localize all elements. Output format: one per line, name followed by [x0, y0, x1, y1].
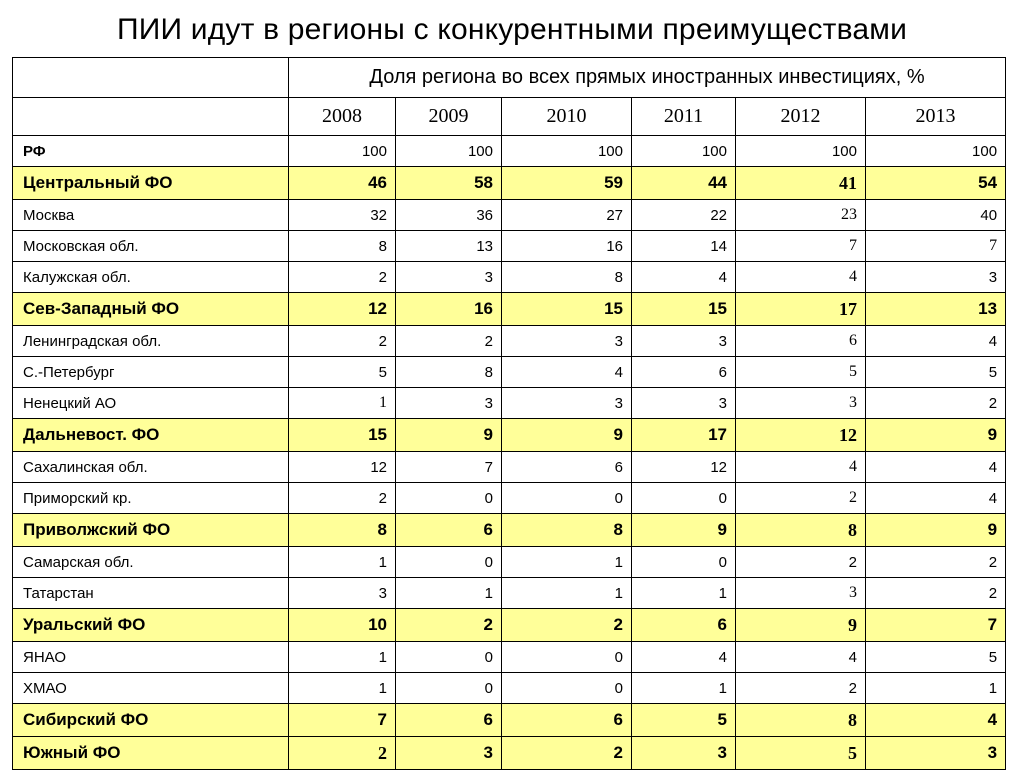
value-cell-2009: 2: [396, 326, 502, 357]
table-row: [13, 737, 1006, 770]
value-cell-2011: 17: [632, 419, 736, 452]
value-cell-2009: 1: [396, 578, 502, 609]
region-name-cell: Уральский ФО: [13, 609, 289, 642]
value-cell-2008: 2: [289, 737, 396, 770]
value-cell-2009: 3: [396, 262, 502, 293]
table-body: [13, 58, 1006, 770]
value-cell-2012: 4: [736, 452, 866, 483]
value-cell-2009: 9: [396, 419, 502, 452]
value-cell-2013: 54: [866, 167, 1006, 200]
value-cell-2011: 9: [632, 514, 736, 547]
value-cell-2009: 3: [396, 388, 502, 419]
region-name-cell: РФ: [13, 136, 289, 167]
value-cell-2011: 100: [632, 136, 736, 167]
value-cell-2012: 5: [736, 357, 866, 388]
value-cell-2010: 16: [502, 231, 632, 262]
value-cell-2011: 3: [632, 388, 736, 419]
value-cell-2008: 1: [289, 547, 396, 578]
fdi-share-table: [12, 57, 1006, 770]
value-cell-2012: 3: [736, 578, 866, 609]
value-cell-2012: 23: [736, 200, 866, 231]
value-cell-2012: 6: [736, 326, 866, 357]
table-row: [13, 514, 1006, 547]
region-name-cell: Татарстан: [13, 578, 289, 609]
table-row: [13, 483, 1006, 514]
value-cell-2012: 7: [736, 231, 866, 262]
value-cell-2009: 7: [396, 452, 502, 483]
value-cell-2010: 1: [502, 578, 632, 609]
value-cell-2009: 3: [396, 737, 502, 770]
year-header: 2011: [632, 98, 736, 136]
value-cell-2013: 40: [866, 200, 1006, 231]
value-cell-2012: 2: [736, 547, 866, 578]
value-cell-2010: 27: [502, 200, 632, 231]
value-cell-2010: 9: [502, 419, 632, 452]
value-cell-2010: 6: [502, 704, 632, 737]
value-cell-2009: 58: [396, 167, 502, 200]
value-cell-2012: 3: [736, 388, 866, 419]
value-cell-2012: 17: [736, 293, 866, 326]
value-cell-2013: 1: [866, 673, 1006, 704]
table-row: [13, 452, 1006, 483]
region-name-cell: Сахалинская обл.: [13, 452, 289, 483]
region-name-cell: Калужская обл.: [13, 262, 289, 293]
table-row: [13, 357, 1006, 388]
region-name-cell: Приморский кр.: [13, 483, 289, 514]
value-cell-2008: 7: [289, 704, 396, 737]
value-cell-2009: 0: [396, 547, 502, 578]
value-cell-2012: 4: [736, 262, 866, 293]
value-cell-2010: 59: [502, 167, 632, 200]
value-cell-2013: 9: [866, 419, 1006, 452]
table-row: [13, 704, 1006, 737]
value-cell-2011: 6: [632, 357, 736, 388]
value-cell-2010: 3: [502, 388, 632, 419]
table-row: [13, 419, 1006, 452]
value-cell-2010: 3: [502, 326, 632, 357]
table-row: [13, 578, 1006, 609]
value-cell-2008: 46: [289, 167, 396, 200]
value-cell-2008: 2: [289, 262, 396, 293]
value-cell-2010: 100: [502, 136, 632, 167]
value-cell-2012: 41: [736, 167, 866, 200]
table-row: [13, 673, 1006, 704]
table-row: [13, 231, 1006, 262]
year-header: 2009: [396, 98, 502, 136]
value-cell-2011: 0: [632, 483, 736, 514]
region-name-cell: Дальневост. ФО: [13, 419, 289, 452]
value-cell-2010: 0: [502, 673, 632, 704]
region-name-cell: Приволжский ФО: [13, 514, 289, 547]
page-title: ПИИ идут в регионы с конкурентными преимуществами: [116, 13, 908, 46]
value-cell-2013: 100: [866, 136, 1006, 167]
table-row: [13, 167, 1006, 200]
value-cell-2012: 100: [736, 136, 866, 167]
value-cell-2011: 6: [632, 609, 736, 642]
value-cell-2013: 13: [866, 293, 1006, 326]
value-cell-2013: 5: [866, 357, 1006, 388]
value-cell-2013: 4: [866, 452, 1006, 483]
table-row: [13, 326, 1006, 357]
value-cell-2011: 0: [632, 547, 736, 578]
value-cell-2010: 15: [502, 293, 632, 326]
value-cell-2009: 0: [396, 483, 502, 514]
value-cell-2010: 0: [502, 483, 632, 514]
value-cell-2008: 1: [289, 673, 396, 704]
value-cell-2008: 12: [289, 293, 396, 326]
year-header-row: [13, 98, 1006, 136]
region-name-cell: ЯНАО: [13, 642, 289, 673]
value-cell-2012: 5: [736, 737, 866, 770]
year-header: 2012: [736, 98, 866, 136]
value-cell-2008: 3: [289, 578, 396, 609]
value-cell-2009: 2: [396, 609, 502, 642]
region-name-cell: Центральный ФО: [13, 167, 289, 200]
value-cell-2010: 0: [502, 642, 632, 673]
value-cell-2010: 4: [502, 357, 632, 388]
value-cell-2008: 8: [289, 514, 396, 547]
value-cell-2013: 3: [866, 262, 1006, 293]
value-cell-2011: 4: [632, 642, 736, 673]
region-name-cell: Московская обл.: [13, 231, 289, 262]
year-header: 2010: [502, 98, 632, 136]
value-cell-2008: 5: [289, 357, 396, 388]
value-cell-2008: 12: [289, 452, 396, 483]
table-row: [13, 547, 1006, 578]
value-cell-2013: 7: [866, 231, 1006, 262]
value-cell-2008: 2: [289, 483, 396, 514]
table-row: [13, 609, 1006, 642]
value-cell-2012: 8: [736, 514, 866, 547]
region-name-cell: Южный ФО: [13, 737, 289, 770]
region-name-cell: Самарская обл.: [13, 547, 289, 578]
value-cell-2008: 2: [289, 326, 396, 357]
caption-row: [13, 58, 1006, 98]
value-cell-2011: 44: [632, 167, 736, 200]
value-cell-2009: 0: [396, 642, 502, 673]
table-row: [13, 200, 1006, 231]
value-cell-2009: 13: [396, 231, 502, 262]
value-cell-2008: 100: [289, 136, 396, 167]
value-cell-2009: 100: [396, 136, 502, 167]
table-row: [13, 293, 1006, 326]
value-cell-2009: 16: [396, 293, 502, 326]
value-cell-2008: 1: [289, 388, 396, 419]
value-cell-2013: 7: [866, 609, 1006, 642]
value-cell-2012: 8: [736, 704, 866, 737]
value-cell-2010: 1: [502, 547, 632, 578]
value-cell-2009: 6: [396, 704, 502, 737]
table-row: [13, 262, 1006, 293]
value-cell-2009: 0: [396, 673, 502, 704]
corner-cell: [13, 98, 289, 136]
value-cell-2011: 14: [632, 231, 736, 262]
value-cell-2012: 2: [736, 483, 866, 514]
value-cell-2009: 8: [396, 357, 502, 388]
year-header: 2013: [866, 98, 1006, 136]
table-caption: Доля региона во всех прямых иностранных инвестициях, %: [289, 58, 1006, 98]
value-cell-2010: 8: [502, 514, 632, 547]
table-row: [13, 136, 1006, 167]
value-cell-2010: 6: [502, 452, 632, 483]
region-name-cell: Сев-Западный ФО: [13, 293, 289, 326]
table-row: [13, 642, 1006, 673]
value-cell-2011: 3: [632, 737, 736, 770]
value-cell-2008: 32: [289, 200, 396, 231]
value-cell-2013: 4: [866, 326, 1006, 357]
region-name-cell: Сибирский ФО: [13, 704, 289, 737]
value-cell-2012: 9: [736, 609, 866, 642]
region-name-cell: ХМАО: [13, 673, 289, 704]
value-cell-2011: 12: [632, 452, 736, 483]
corner-cell: [13, 58, 289, 98]
region-name-cell: С.-Петербург: [13, 357, 289, 388]
value-cell-2011: 22: [632, 200, 736, 231]
value-cell-2012: 4: [736, 642, 866, 673]
value-cell-2011: 4: [632, 262, 736, 293]
value-cell-2008: 10: [289, 609, 396, 642]
value-cell-2008: 15: [289, 419, 396, 452]
value-cell-2013: 2: [866, 388, 1006, 419]
value-cell-2013: 4: [866, 704, 1006, 737]
value-cell-2011: 1: [632, 673, 736, 704]
value-cell-2009: 6: [396, 514, 502, 547]
value-cell-2013: 5: [866, 642, 1006, 673]
value-cell-2011: 1: [632, 578, 736, 609]
value-cell-2011: 3: [632, 326, 736, 357]
value-cell-2013: 9: [866, 514, 1006, 547]
value-cell-2012: 12: [736, 419, 866, 452]
value-cell-2010: 2: [502, 609, 632, 642]
value-cell-2012: 2: [736, 673, 866, 704]
table-row: [13, 388, 1006, 419]
value-cell-2013: 2: [866, 547, 1006, 578]
value-cell-2011: 5: [632, 704, 736, 737]
value-cell-2008: 8: [289, 231, 396, 262]
value-cell-2010: 8: [502, 262, 632, 293]
year-header: 2008: [289, 98, 396, 136]
value-cell-2011: 15: [632, 293, 736, 326]
value-cell-2013: 4: [866, 483, 1006, 514]
value-cell-2009: 36: [396, 200, 502, 231]
value-cell-2013: 3: [866, 737, 1006, 770]
region-name-cell: Ленинградская обл.: [13, 326, 289, 357]
value-cell-2008: 1: [289, 642, 396, 673]
value-cell-2013: 2: [866, 578, 1006, 609]
value-cell-2010: 2: [502, 737, 632, 770]
region-name-cell: Москва: [13, 200, 289, 231]
region-name-cell: Ненецкий АО: [13, 388, 289, 419]
